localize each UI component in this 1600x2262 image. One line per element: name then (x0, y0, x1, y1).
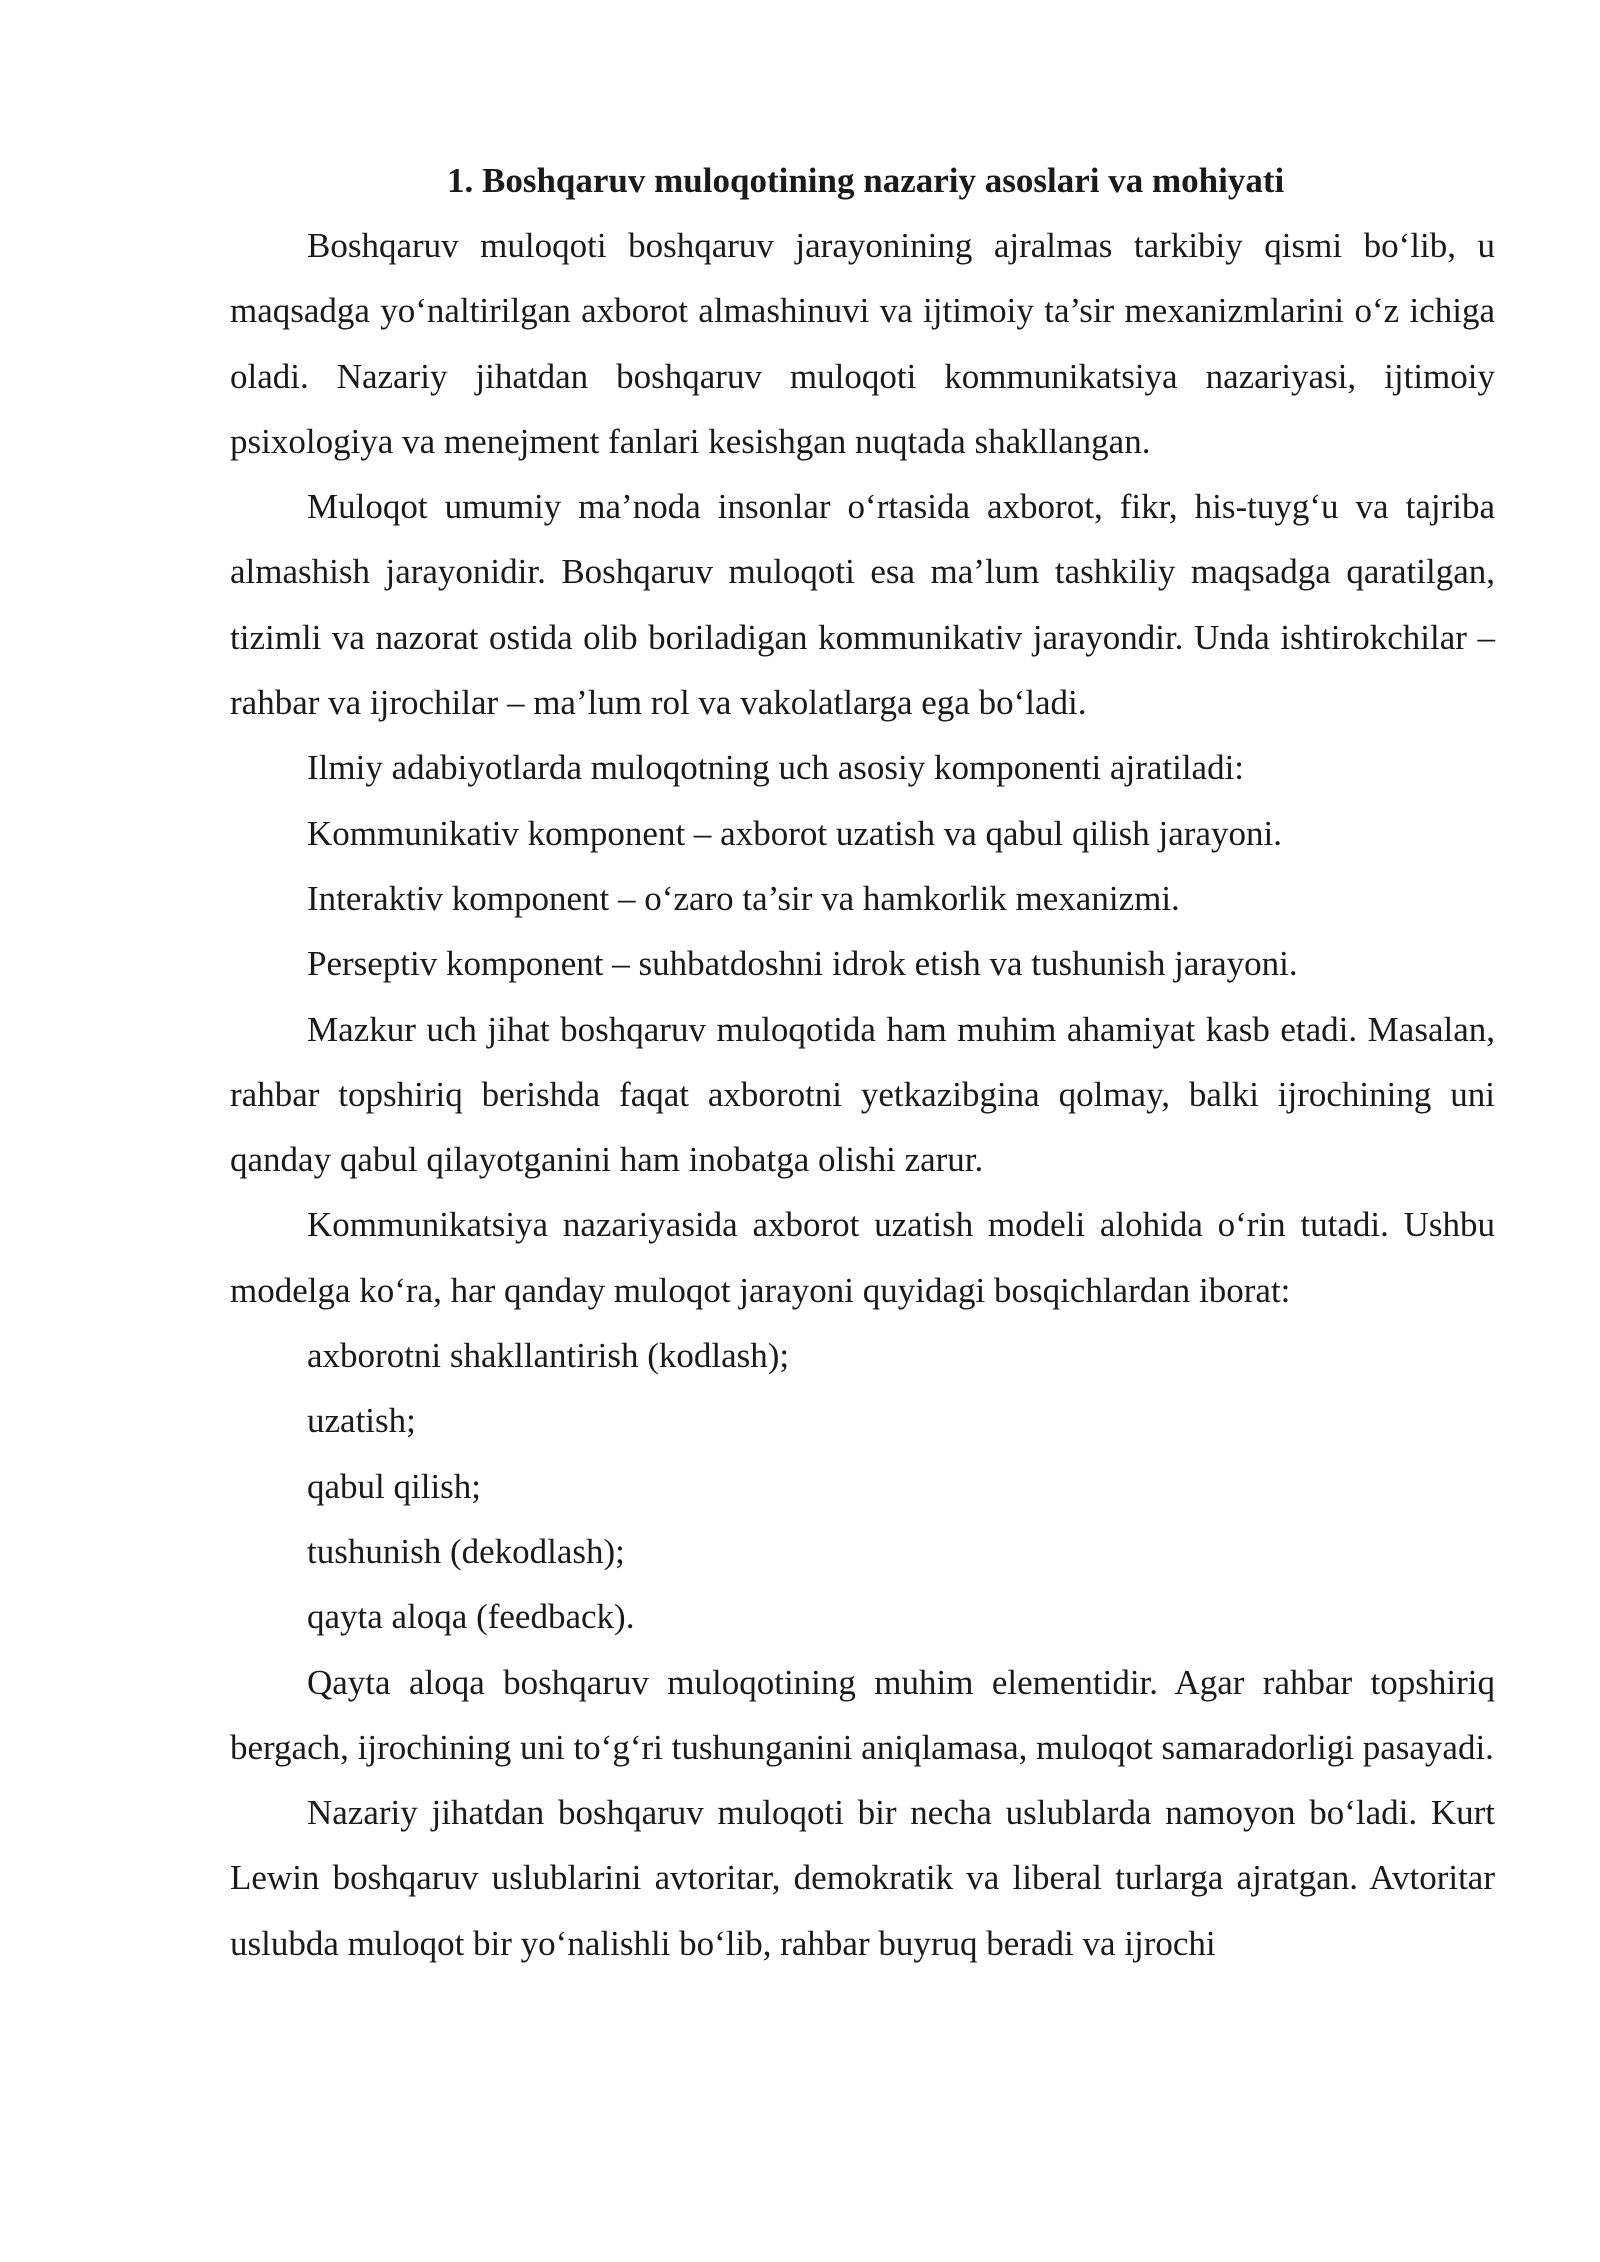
paragraph-model: Kommunikatsiya nazariyasida axborot uzatish modeli alohida o‘rin tutadi. Ushbu modelga ko‘ra, har qanday muloqot jarayoni quyidagi bosqichlardan iborat: (230, 1205, 1495, 1310)
section-heading: 1. Boshqaruv muloqotining nazariy asoslari va mohiyati (447, 161, 1285, 200)
list-item-stage: tushunish (dekodlash); (307, 1531, 625, 1571)
paragraph-intro: Boshqaruv muloqoti boshqaruv jarayonining ajralmas tarkibiy qismi bo‘lib, u maqsadga yo‘naltirilgan axborot almashinuvi va ijtimoiy ta’sir mexanizmlarini o‘z ichiga oladi. Nazariy jihatdan boshqaruv muloqoti kommunikatsiya nazariyasi, ijtimoiy psixologiya va menejment fanlari kesishgan nuqtada shakllangan. (230, 226, 1495, 461)
paragraph-styles: Nazariy jihatdan boshqaruv muloqoti bir necha uslublarda namoyon bo‘ladi. Kurt Lewin boshqaruv uslublarini avtoritar, demokratik va liberal turlarga ajratgan. Avtoritar uslubda muloqot bir yo‘nalishli bo‘lib, rahbar buyruq beradi va ijrochi (230, 1793, 1495, 1963)
paragraph-feedback: Qayta aloqa boshqaruv muloqotining muhim elementidir. Agar rahbar topshiriq bergach, ijrochining uni to‘g‘ri tushunganini aniqlamasa, muloqot samaradorligi pasayadi. (230, 1662, 1495, 1767)
document-page (230, 148, 1495, 1976)
list-item-stage: uzatish; (307, 1401, 416, 1441)
list-item-component: Kommunikativ komponent – axborot uzatish va qabul qilish jarayoni. (307, 813, 1282, 853)
list-item-stage: axborotni shakllantirish (kodlash); (307, 1336, 790, 1376)
paragraph-definition: Muloqot umumiy ma’noda insonlar o‘rtasida axborot, fikr, his-tuyg‘u va tajriba almashish jarayonidir. Boshqaruv muloqoti esa ma’lum tashkiliy maqsadga qaratilgan, tizimli va nazorat ostida olib boriladigan kommunikativ jarayondir. Unda ishtirokchilar – rahbar va ijrochilar – ma’lum rol va vakolatlarga ega bo‘ladi. (230, 487, 1495, 723)
list-item-stage: qabul qilish; (307, 1466, 482, 1506)
list-item-component: Interaktiv komponent – o‘zaro ta’sir va hamkorlik mexanizmi. (307, 878, 1180, 918)
paragraph-importance: Mazkur uch jihat boshqaruv muloqotida ham muhim ahamiyat kasb etadi. Masalan, rahbar topshiriq berishda faqat axborotni yetkazibgina qolmay, balki ijrochining uni qanday qabul qilayotganini ham inobatga olishi zarur. (230, 1009, 1495, 1180)
list-item-component: Perseptiv komponent – suhbatdoshni idrok etish va tushunish jarayoni. (307, 944, 1298, 984)
list-item-stage: qayta aloqa (feedback). (307, 1597, 635, 1637)
paragraph-components-lead: Ilmiy adabiyotlarda muloqotning uch asosiy komponenti ajratiladi: (307, 748, 1245, 788)
